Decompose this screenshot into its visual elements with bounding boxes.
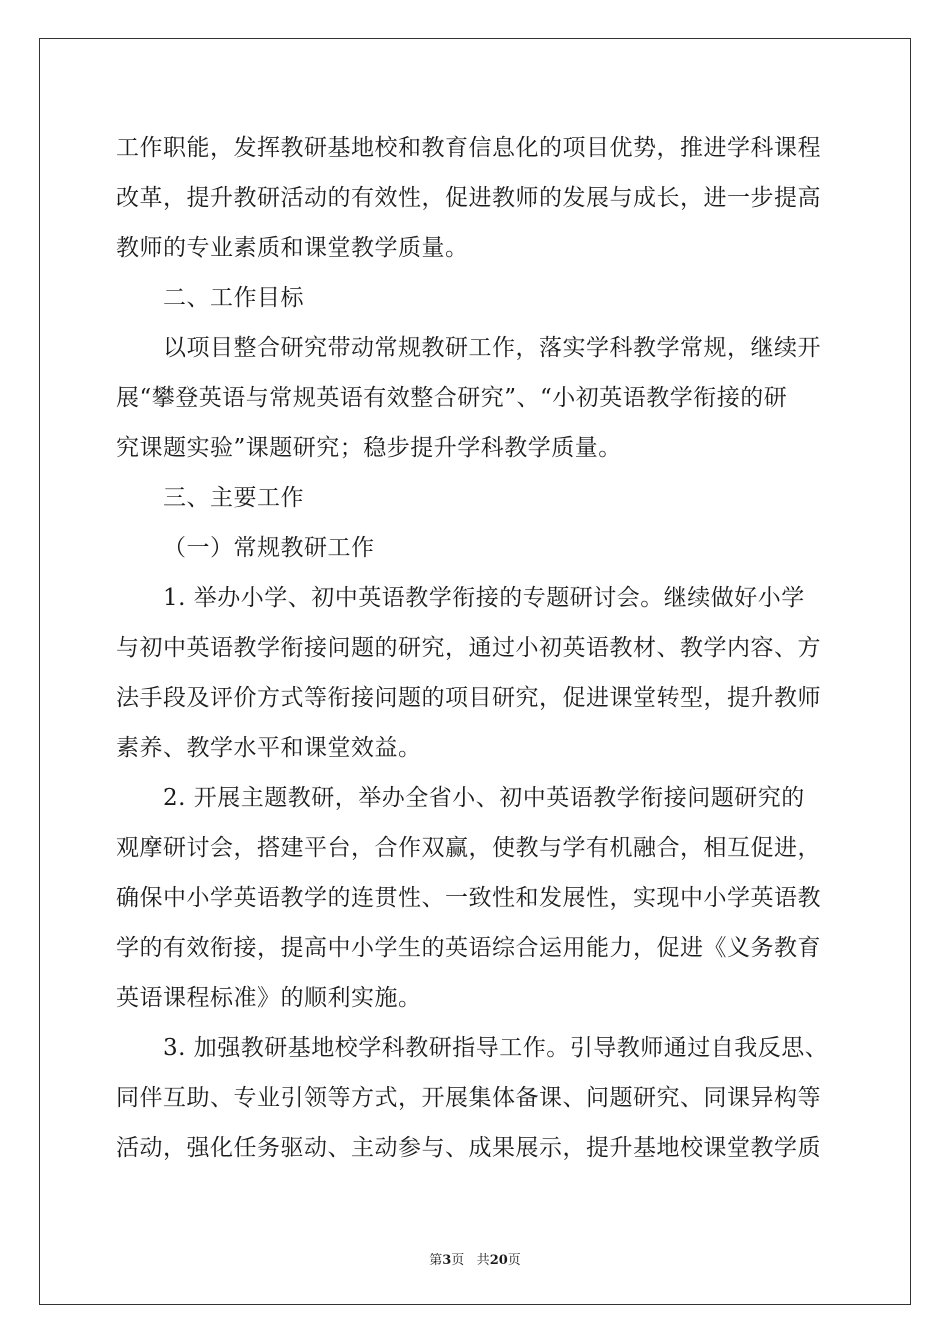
body-line: 素养、教学水平和课堂效益。 (116, 735, 422, 761)
body-line: 1. 举办小学、初中英语教学衔接的专题研讨会。继续做好小学 (163, 585, 805, 611)
body-line: 教师的专业素质和课堂教学质量。 (116, 235, 469, 261)
body-line: 与初中英语教学衔接问题的研究，通过小初英语教材、教学内容、方 (116, 635, 821, 661)
page-unit: 页 (451, 1253, 465, 1268)
body-line: 以项目整合研究带动常规教研工作，落实学科教学常规，继续开 (163, 335, 821, 361)
total-prefix: 共 (476, 1253, 490, 1268)
body-line: 改革，提升教研活动的有效性，促进教师的发展与成长，进一步提高 (116, 185, 821, 211)
subsection-heading: （一）常规教研工作 (163, 535, 375, 561)
body-line: 英语课程标准》的顺利实施。 (116, 985, 422, 1011)
body-line: 观摩研讨会，搭建平台，合作双赢，使教与学有机融合，相互促进， (116, 835, 821, 861)
body-line: 工作职能，发挥教研基地校和教育信息化的项目优势，推进学科课程 (116, 135, 821, 161)
body-line: 确保中小学英语教学的连贯性、一致性和发展性，实现中小学英语教 (116, 885, 821, 911)
document-body (116, 123, 836, 1173)
body-line: 法手段及评价方式等衔接问题的项目研究，促进课堂转型，提升教师 (116, 685, 821, 711)
body-line: 3. 加强教研基地校学科教研指导工作。引导教师通过自我反思、 (163, 1035, 829, 1061)
total-unit: 页 (507, 1253, 521, 1268)
body-line: 同伴互助、专业引领等方式，开展集体备课、问题研究、同课异构等 (116, 1085, 821, 1111)
body-line: 究课题实验”课题研究；稳步提升学科教学质量。 (116, 435, 622, 461)
body-line: 2. 开展主题教研，举办全省小、初中英语教学衔接问题研究的 (163, 785, 805, 811)
page-number: 3 (442, 1253, 452, 1268)
section-heading: 二、工作目标 (163, 285, 304, 311)
section-heading: 三、主要工作 (163, 485, 304, 511)
body-line: 学的有效衔接，提高中小学生的英语综合运用能力，促进《义务教育 (116, 935, 821, 961)
page-footer (0, 1249, 950, 1268)
page-prefix: 第 (429, 1253, 443, 1268)
body-line: 活动，强化任务驱动、主动参与、成果展示，提升基地校课堂教学质 (116, 1135, 821, 1161)
body-line: 展“攀登英语与常规英语有效整合研究”、“小初英语教学衔接的研 (116, 385, 788, 411)
total-pages: 20 (489, 1253, 508, 1268)
